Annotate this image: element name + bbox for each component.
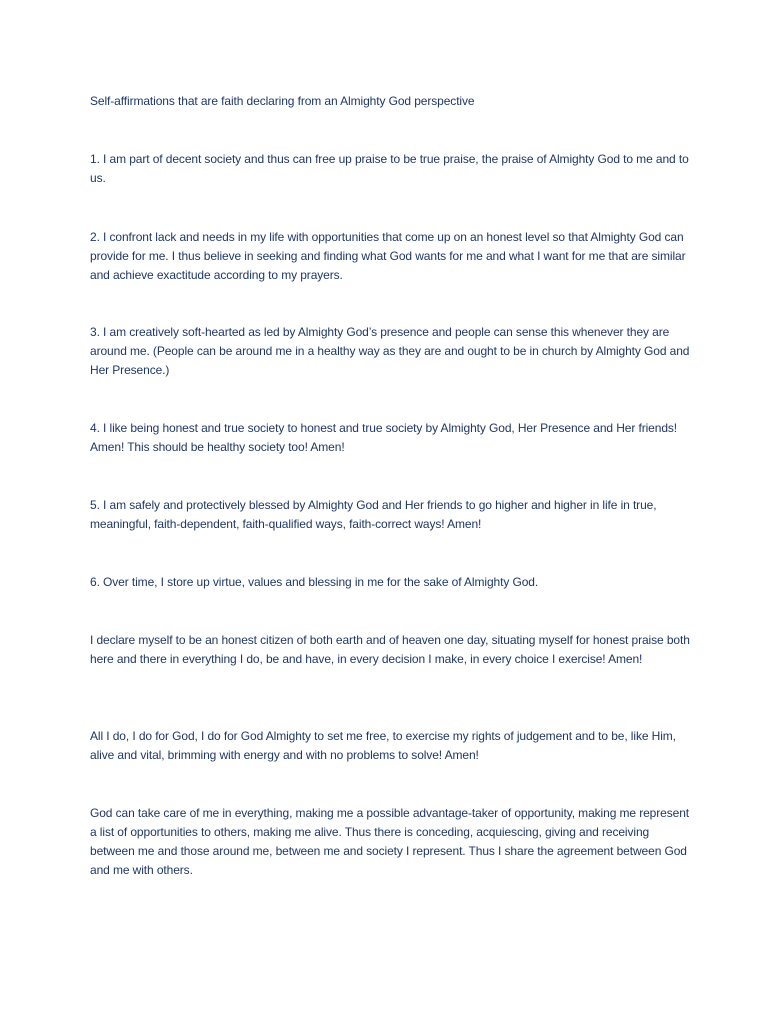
declaration-paragraph: I declare myself to be an honest citizen of both earth and of heaven one day, situating myself for honest praise both here and there in everything I do, be and have, in every decision I make, in every choice I exercise! Amen! xyxy=(90,633,690,666)
god-can-take-care-paragraph: God can take care of me in everything, making me a possible advantage-taker of opportunity, making me represent a list of opportunities to others, making me alive. Thus there is conceding, acquiescing, giving and receiving between me and those around me, between me and society I represent. Thus I share the agreement between God and me with others. xyxy=(90,806,690,877)
document-title: Self-affirmations that are faith declaring from an Almighty God perspective xyxy=(90,94,475,108)
affirmation-4: 4. I like being honest and true society to honest and true society by Almighty God, Her Presence and Her friends! Amen! This should be healthy society too! Amen! xyxy=(90,421,678,454)
affirmation-1: 1. I am part of decent society and thus can free up praise to be true praise, the praise of Almighty God to me and to us. xyxy=(90,152,689,185)
all-i-do-paragraph: All I do, I do for God, I do for God Almighty to set me free, to exercise my rights of judgement and to be, like Him, alive and vital, brimming with energy and with no problems to solve! Amen! xyxy=(90,729,676,762)
affirmation-3: 3. I am creatively soft-hearted as led by Almighty God’s presence and people can sense this whenever they are around me. (People can be around me in a healthy way as they are and ought to be in church by Almighty God and Her Presence.) xyxy=(90,325,690,377)
affirmation-6: 6. Over time, I store up virtue, values and blessing in me for the sake of Almighty God. xyxy=(90,575,539,589)
affirmation-2: 2. I confront lack and needs in my life with opportunities that come up on an honest level so that Almighty God can provide for me. I thus believe in seeking and finding what God wants for me and what I want for me that are similar and achieve exactitude according to my prayers. xyxy=(90,230,686,282)
affirmation-5: 5. I am safely and protectively blessed by Almighty God and Her friends to go higher and higher in life in true, meaningful, faith-dependent, faith-qualified ways, faith-correct ways! Amen! xyxy=(90,498,657,531)
